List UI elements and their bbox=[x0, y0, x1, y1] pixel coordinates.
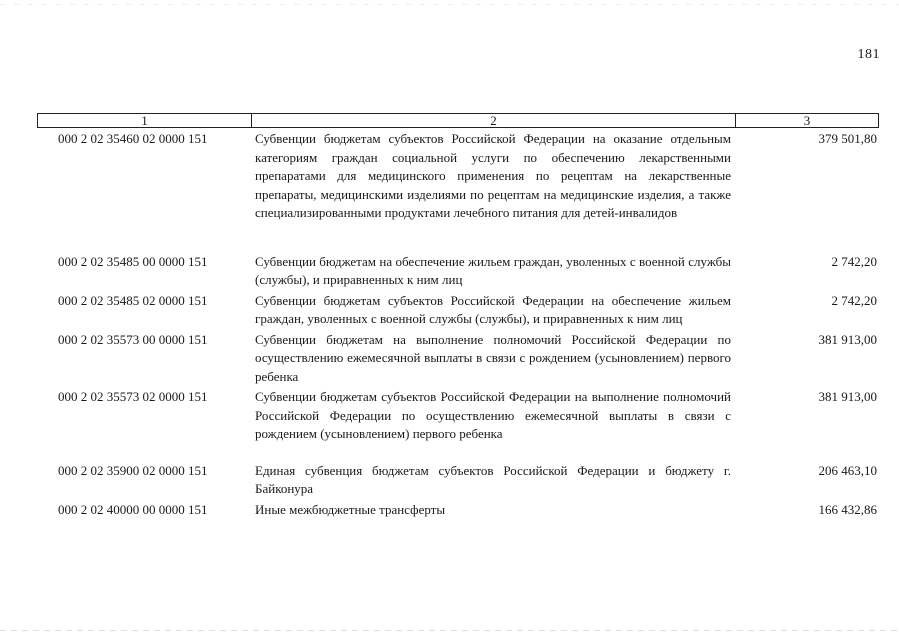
row-value: 2 742,20 bbox=[831, 292, 877, 308]
row-name: Единая субвенция бюджетам субъектов Российской Федерации и бюджету г. Байконура bbox=[255, 462, 731, 496]
row-name: Субвенции бюджетам на выполнение полномочий Российской Федерации по осуществлению ежемесячной выплаты в связи с рождением (усыновлением) первого ребенка bbox=[255, 331, 731, 384]
row-value: 379 501,80 bbox=[818, 131, 877, 146]
row-name: Субвенции бюджетам субъектов Российской Федерации на оказание отдельным категориям граждан социальной услуги по обеспечению лекарственными препаратами для медицинского применения по рецептам на лекарственные препараты, медицинскими изделиями по рецептам на медицинские изделия, а также специализированными продуктами лечебного питания для детей-инвалидов bbox=[255, 131, 731, 220]
header-col-3: 3 bbox=[803, 113, 811, 128]
table-row bbox=[37, 331, 879, 387]
row-value: 381 913,00 bbox=[818, 331, 877, 347]
table-header bbox=[37, 113, 879, 128]
table-body bbox=[37, 130, 879, 519]
table-row bbox=[37, 292, 879, 329]
row-code: 000 2 02 35485 00 0000 151 bbox=[58, 253, 208, 269]
row-code: 000 2 02 40000 00 0000 151 bbox=[58, 501, 208, 517]
header-col-2: 2 bbox=[252, 114, 736, 127]
table-row bbox=[37, 501, 879, 520]
table-row bbox=[37, 388, 879, 444]
row-name: Иные межбюджетные трансферты bbox=[255, 501, 446, 517]
scan-artifact-top bbox=[0, 4, 899, 5]
header-col-1: 1 bbox=[38, 114, 252, 127]
row-value: 2 742,20 bbox=[831, 253, 877, 269]
row-name: Субвенции бюджетам на обеспечение жильем граждан, уволенных с военной службы (службы), и приравненных к ним лиц bbox=[255, 253, 731, 287]
table-row bbox=[37, 462, 879, 499]
row-value: 166 432,86 bbox=[818, 501, 877, 517]
row-value: 381 913,00 bbox=[818, 389, 877, 404]
row-code: 000 2 02 35900 02 0000 151 bbox=[58, 462, 208, 478]
row-name: Субвенции бюджетам субъектов Российской Федерации на обеспечение жильем граждан, уволенных с военной службы (службы), и приравненных к ним лиц bbox=[255, 292, 731, 326]
table-row bbox=[37, 130, 879, 223]
row-name: Субвенции бюджетам субъектов Российской Федерации на выполнение полномочий Российской Федерации по осуществлению ежемесячной выплаты в связи с рождением (усыновлением) первого ребенка bbox=[255, 389, 731, 441]
row-value: 206 463,10 bbox=[818, 462, 877, 478]
row-code: 000 2 02 35573 00 0000 151 bbox=[58, 331, 208, 347]
table-row bbox=[37, 253, 879, 290]
row-code: 000 2 02 35485 02 0000 151 bbox=[58, 292, 208, 308]
row-code: 000 2 02 35460 02 0000 151 bbox=[58, 131, 208, 146]
row-code: 000 2 02 35573 02 0000 151 bbox=[58, 389, 208, 404]
page-number: 181 bbox=[857, 47, 880, 62]
scan-artifact-bottom bbox=[0, 630, 899, 631]
